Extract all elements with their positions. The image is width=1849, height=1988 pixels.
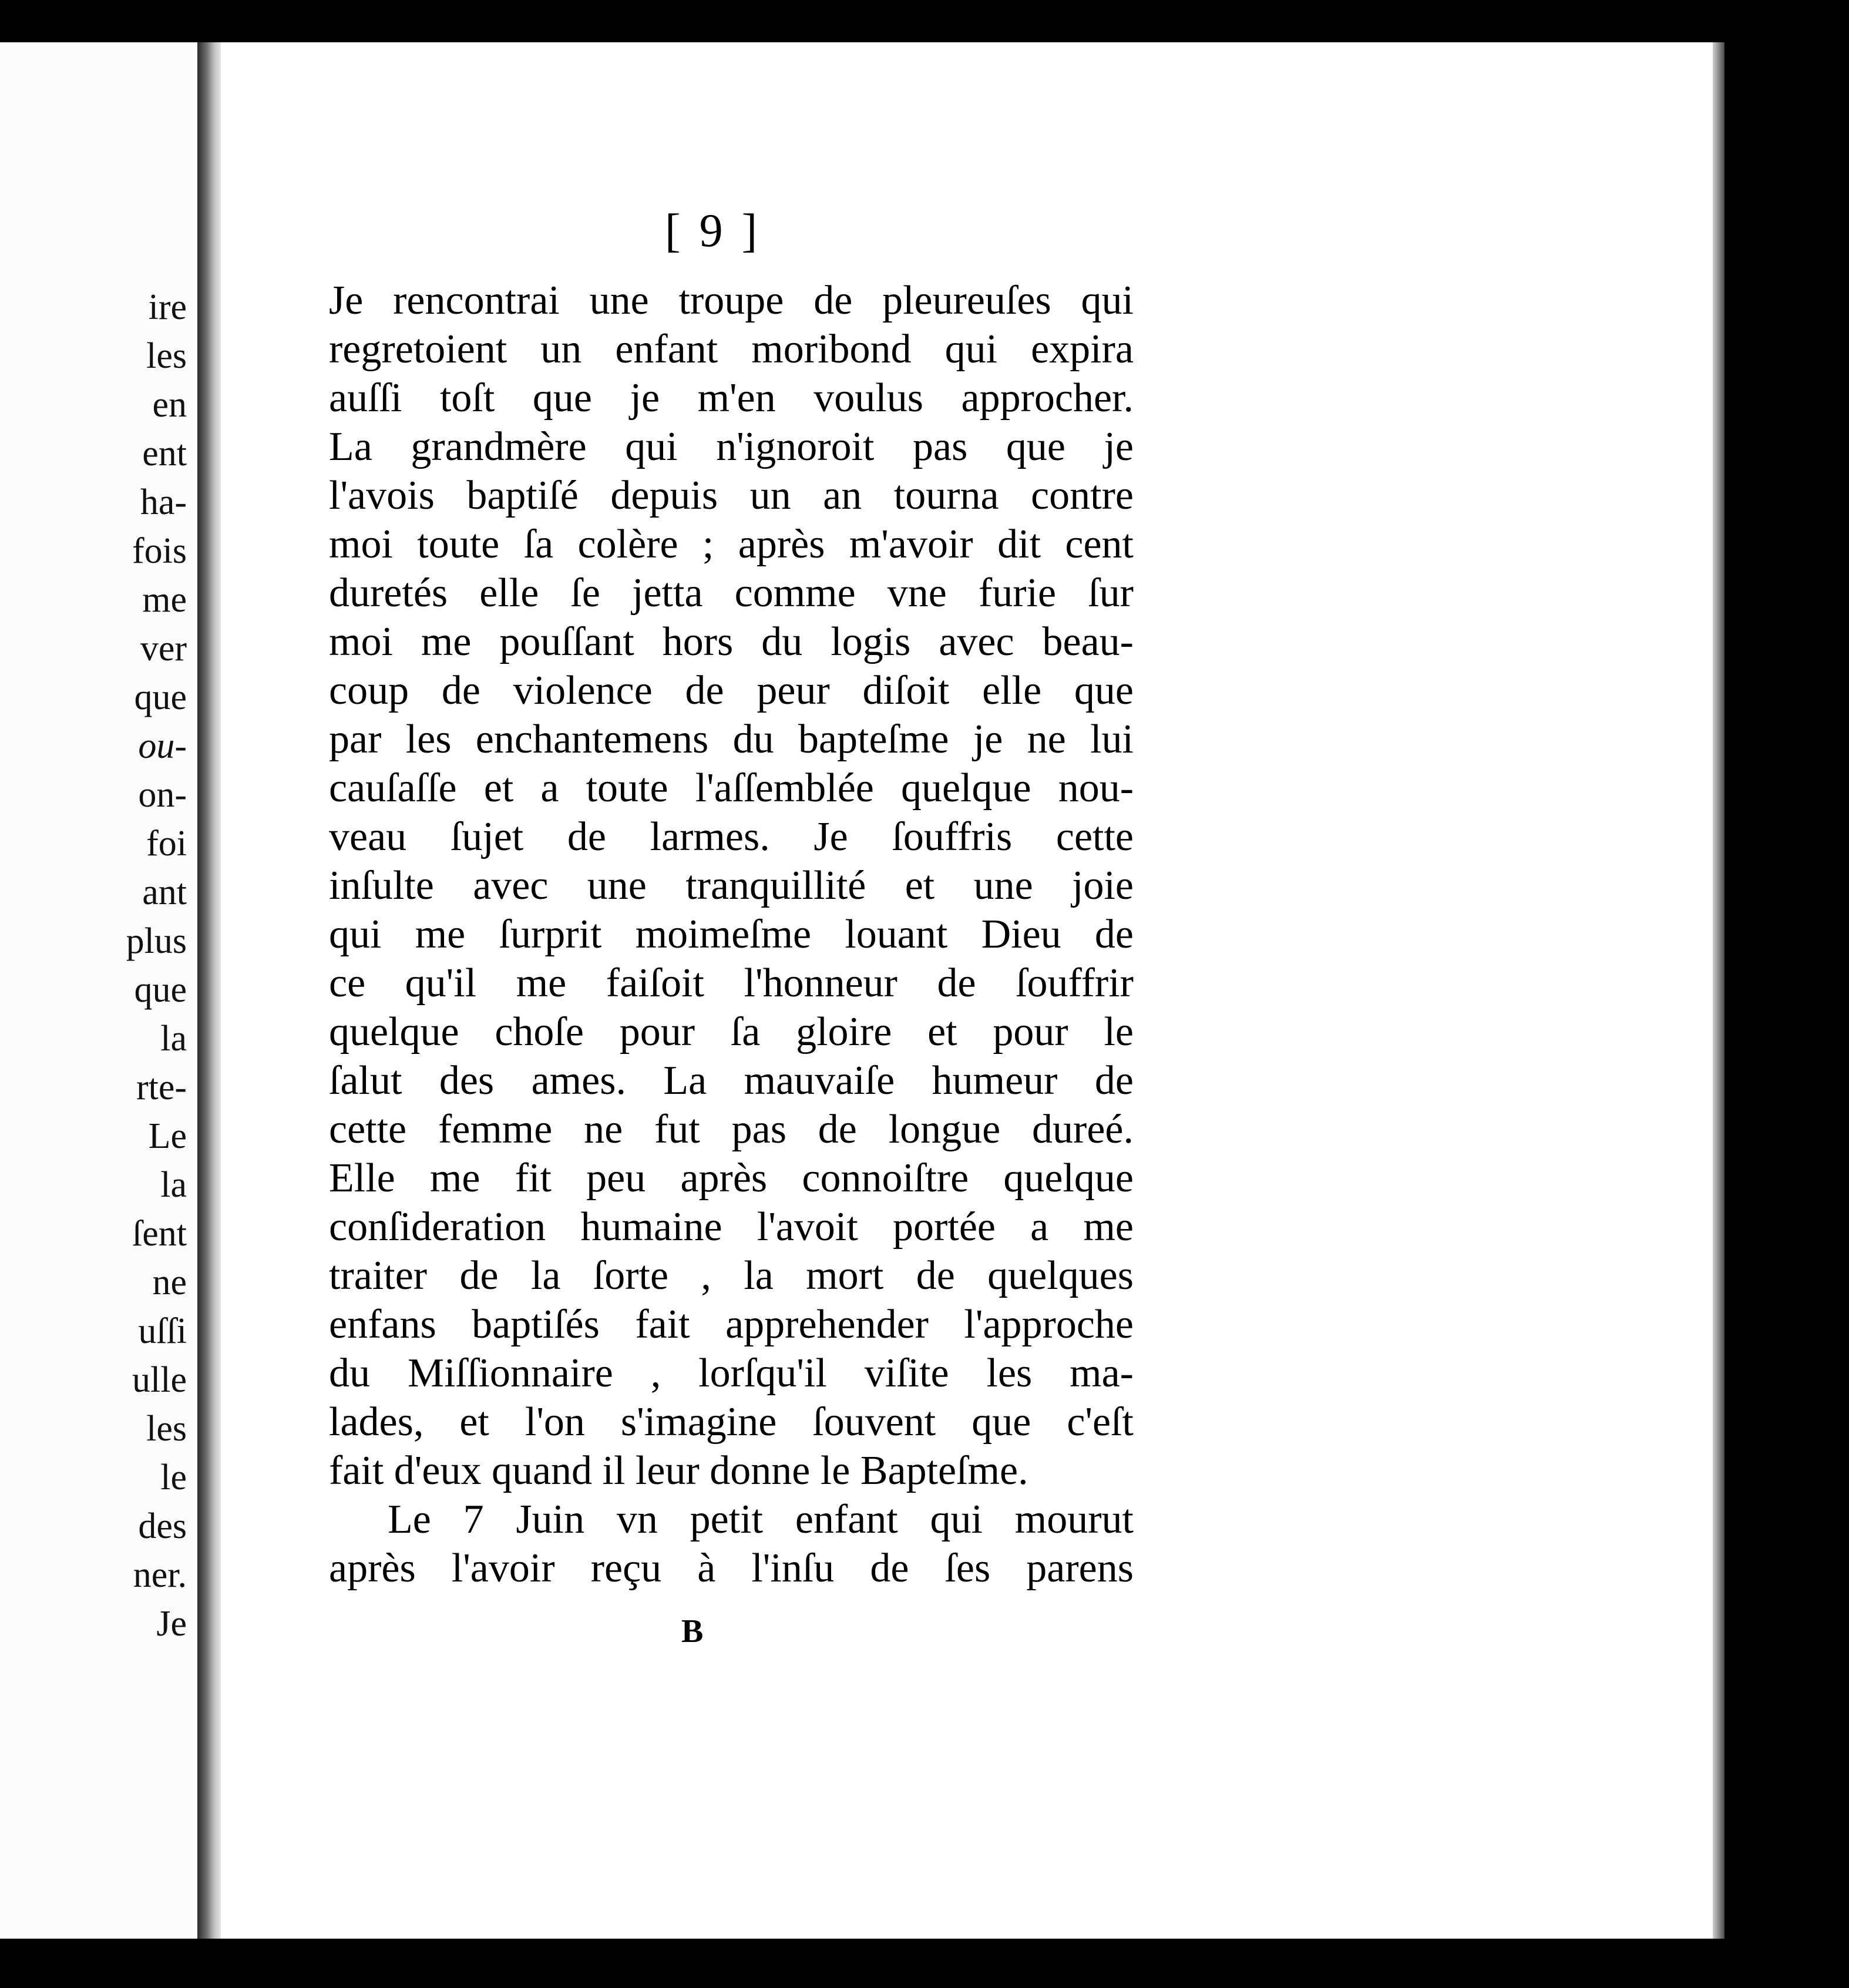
left-page-line: uſſi (138, 1311, 187, 1351)
page-number: [ 9 ] (665, 205, 761, 257)
text-line: l'avois baptiſé depuis un an tourna contre (329, 473, 1134, 518)
left-page-line: en (152, 385, 187, 425)
scan-border-top (0, 0, 1849, 42)
text-line: quelque choſe pour ſa gloire et pour le (329, 1009, 1134, 1055)
left-page-line: ulle (132, 1360, 187, 1400)
text-line: auſſi toſt que je m'en voulus approcher. (329, 375, 1134, 421)
left-page-line: Je (156, 1604, 187, 1644)
left-page-line: ha- (140, 482, 187, 522)
text-line: ſalut des ames. La mauvaiſe humeur de (329, 1058, 1134, 1103)
left-page-line: les (146, 1409, 187, 1449)
left-page-line: on- (138, 775, 187, 815)
text-line: traiter de la ſorte , la mort de quelques (329, 1253, 1134, 1298)
text-line: cauſaſſe et a toute l'aſſemblée quelque nou- (329, 765, 1134, 811)
text-line: par les enchantemens du bapteſme je ne lui (329, 717, 1134, 762)
body-text (329, 276, 1134, 1593)
left-page-line: rte- (136, 1067, 187, 1107)
left-page-line: ant (142, 872, 187, 912)
left-page-line: ne (152, 1262, 187, 1302)
left-page-fragment (0, 42, 197, 1939)
left-page-line: ire (148, 287, 187, 327)
text-line: veau ſujet de larmes. Je ſouffris cette (329, 814, 1134, 859)
text-line: conſideration humaine l'avoit portée a me (329, 1204, 1134, 1250)
left-page-line: la (160, 1019, 187, 1059)
left-page-line: les (146, 336, 187, 376)
text-line: Le 7 Juin vn petit enfant qui mourut (388, 1497, 1134, 1542)
text-line: inſulte avec une tranquillité et une joie (329, 863, 1134, 908)
text-line: après l'avoir reçu à l'inſu de ſes parens (329, 1546, 1134, 1591)
page-edge (1713, 42, 1849, 1939)
text-line: regretoient un enfant moribond qui expira (329, 327, 1134, 372)
text-line: fait d'eux quand il leur donne le Bapteſme. (329, 1448, 1028, 1493)
left-page-line: fois (132, 531, 187, 571)
left-page-line: ver (140, 629, 187, 669)
left-page-line: que (134, 677, 187, 717)
text-line: duretés elle ſe jetta comme vne furie ſur (329, 570, 1134, 616)
left-page-line: ou- (138, 726, 187, 766)
left-page-line: ner. (133, 1555, 187, 1595)
left-page-line: que (134, 970, 187, 1010)
text-line: ce qu'il me faiſoit l'honneur de ſouffrir (329, 961, 1134, 1006)
left-page-line: le (160, 1458, 187, 1497)
text-line: Elle me fit peu après connoiſtre quelque (329, 1156, 1134, 1201)
left-page-line: ſent (132, 1214, 187, 1254)
signature-mark: B (681, 1613, 704, 1650)
text-line: La grandmère qui n'ignoroit pas que je (329, 424, 1134, 469)
text-line: qui me ſurprit moimeſme louant Dieu de (329, 912, 1134, 957)
text-line: enfans baptiſés fait apprehender l'approche (329, 1302, 1134, 1347)
text-line: cette femme ne fut pas de longue dureé. (329, 1107, 1134, 1152)
left-page-line: Le (148, 1116, 187, 1156)
text-line: coup de violence de peur diſoit elle que (329, 668, 1134, 713)
left-page-line: foi (146, 824, 187, 864)
left-page-line: la (160, 1165, 187, 1205)
text-line: lades, et l'on s'imagine ſouvent que c'eſt (329, 1399, 1134, 1445)
scan-border-bottom (0, 1939, 1849, 1988)
text-line: moi toute ſa colère ; après m'avoir dit cent (329, 522, 1134, 567)
left-page-line: ent (142, 434, 187, 474)
text-line: Je rencontrai une troupe de pleureuſes qui (329, 278, 1134, 323)
left-page-line: des (138, 1506, 187, 1546)
book-gutter (197, 42, 221, 1939)
left-page-line: me (142, 580, 187, 620)
left-page-line: plus (126, 921, 187, 961)
text-line: du Miſſionnaire , lorſqu'il viſite les ma- (329, 1351, 1134, 1396)
text-line: moi me pouſſant hors du logis avec beau- (329, 619, 1134, 664)
